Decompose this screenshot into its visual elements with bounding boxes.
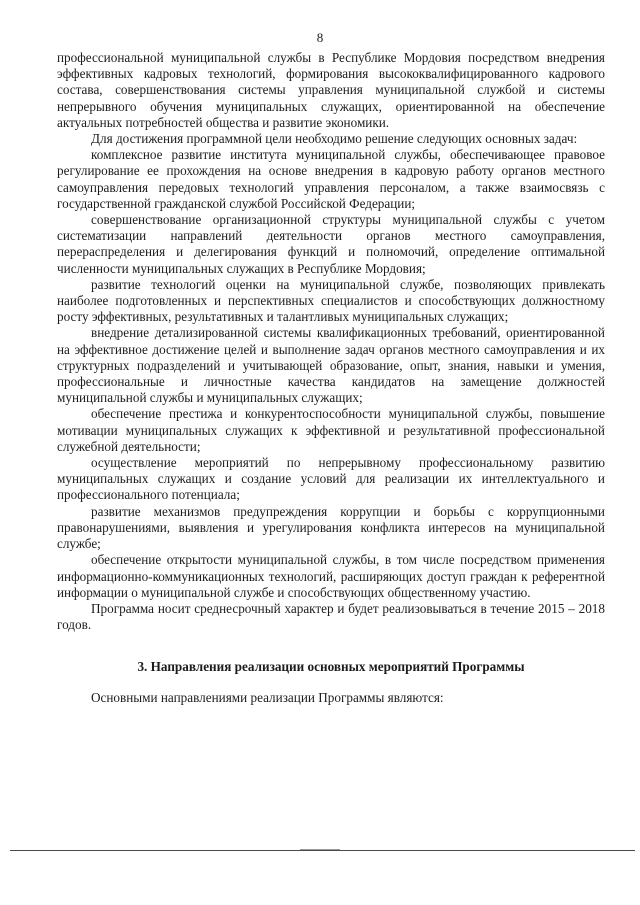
task-item: внедрение детализированной системы квалификационных требований, ориентированной на эффективное достижение целей и выполнение задач органов местного самоуправления и их структурных подразделений и учитывающей образование, опыт, знания, навыки и умения, профессиональные и личностные качества кандидатов на замещение должностей муниципальной службы и муниципальных служащих;: [57, 325, 605, 406]
task-item: комплексное развитие института муниципальной службы, обеспечивающее правовое регулирование ее прохождения на основе внедрения в кадровую работу органов местного самоуправления передовых технологий управления персоналом, а также взаимосвязь с государственной гражданской службой Российской Федерации;: [57, 147, 605, 211]
task-item: развитие технологий оценки на муниципальной службе, позволяющих привлекать наиболее подготовленных и перспективных специалистов и способствующих должностному росту эффективных, результативных и талантливых муниципальных служащих;: [57, 276, 605, 325]
document-body: [57, 50, 605, 706]
page-number: 8: [316, 30, 324, 45]
bottom-rule: [10, 850, 635, 851]
paragraph-goal-continuation: профессиональной муниципальной службы в Республике Мордовия посредством внедрения эффективных кадровых технологий, формирования высококвалифицированного кадрового состава, совершенствования системы управления муниципальной службой и системы непрерывного обучения муниципальных служащих, ориентированной на обеспечение актуальных потребностей общества и развитие экономики.: [57, 50, 605, 130]
section-heading: 3. Направления реализации основных мероприятий Программы: [137, 659, 525, 675]
task-item: осуществление мероприятий по непрерывному профессиональному развитию муниципальных служащих и создание условий для реализации их интеллектуального и профессионального потенциала;: [57, 455, 605, 503]
task-item: обеспечение престижа и конкурентоспособности муниципальной службы, повышение мотивации муниципальных служащих к эффективной и результативной профессиональной служебной деятельности;: [57, 406, 605, 454]
task-item: совершенствование организационной структуры муниципальной службы с учетом систематизации направлений деятельности органов местного самоуправления, перераспределения и делегирования функций и полномочий, определение оптимальной численности муниципальных служащих в Республике Мордовия;: [57, 212, 605, 276]
paragraph-program-period: Программа носит среднесрочный характер и будет реализовываться в течение 2015 – 2018 годов.: [57, 600, 605, 633]
paragraph-tasks-intro: Для достижения программной цели необходимо решение следующих основных задач:: [91, 131, 578, 147]
paragraph-directions-intro: Основными направлениями реализации Программы являются:: [91, 689, 444, 705]
task-item: развитие механизмов предупреждения коррупции и борьбы с коррупционными правонарушениями, выявления и урегулирования конфликта интересов на муниципальной службе;: [57, 503, 605, 552]
task-item: обеспечение открытости муниципальной службы, в том числе посредством применения информационно-коммуникационных технологий, расширяющих доступ граждан к референтной информации о муниципальной службе и способствующих общественному участию.: [57, 552, 605, 600]
scan-mark: [300, 849, 340, 850]
